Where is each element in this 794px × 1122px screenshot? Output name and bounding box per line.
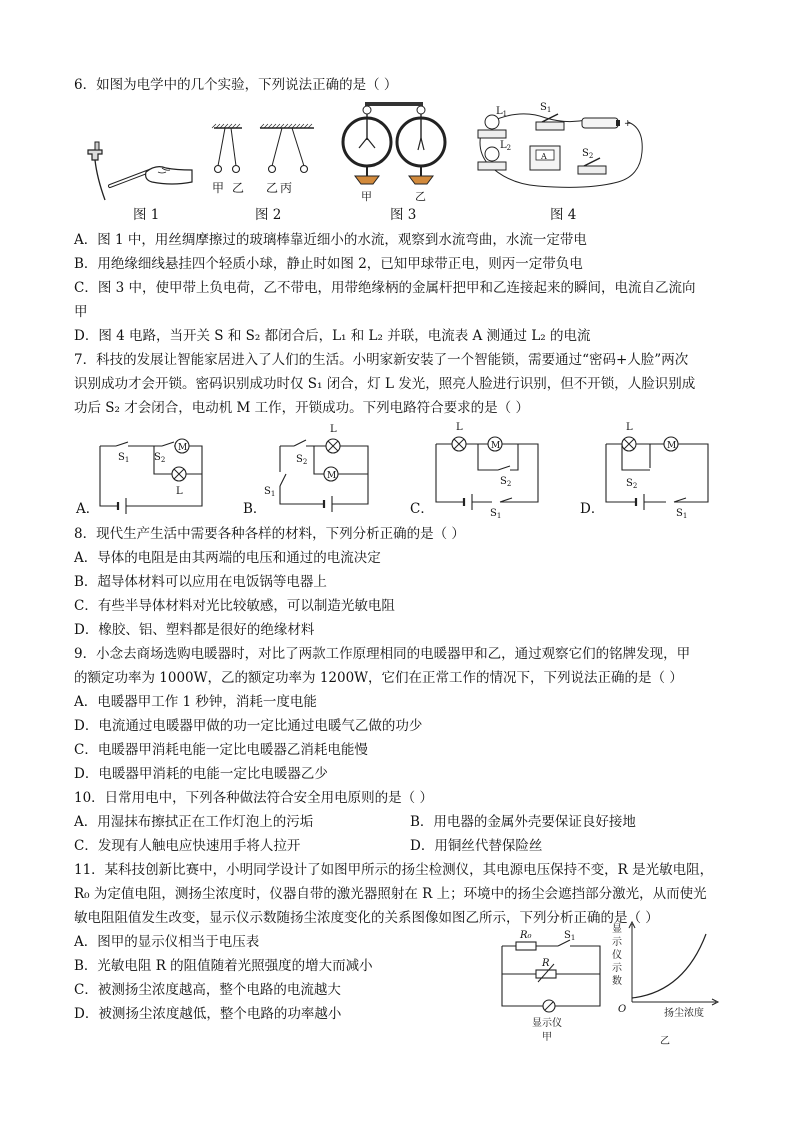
ball-label-yi: 乙 <box>232 181 245 195</box>
svg-text:数: 数 <box>612 976 622 987</box>
svg-text:S2: $S_2$ <box>154 452 166 464</box>
q7-circuit-a <box>92 432 212 518</box>
dust-curve <box>632 934 706 998</box>
q9-stem-2: 的额定功率为 1000W，乙的额定功率为 1200W，它们在正常工作的情况下，下列说法正确的是（ ） <box>74 670 683 686</box>
q9-stem-1: 9．小念去商场选购电暖器时，对比了两款工作原理相同的电暖器甲和乙，通过观察它们的铭牌发现，甲 <box>74 646 691 662</box>
svg-text:S1: $S_1$ <box>264 486 276 498</box>
electroscope-jia-label: 甲 <box>361 190 372 203</box>
q11-stem-2: R₀ 为定值电阻，测扬尘浓度时，仪器自带的激光器照射在 R 上；环境中的扬尘会遮挡部分激光，从而使光 <box>74 886 707 902</box>
q6-figure-1 <box>80 140 200 204</box>
q7-circuit-c <box>428 418 548 518</box>
q6-option-c: C．图 3 中，使甲带上负电荷，乙不带电，用带绝缘柄的金属杆把甲和乙连接起来的瞬间，电流自乙流向 <box>74 280 696 296</box>
q7-stem-2: 识别成功才会开锁。密码识别成功时仅 S₁ 闭合，灯 L 发光，照亮人脸进行识别，但不开锁，人脸识别成 <box>74 376 696 392</box>
q7-circuit-b <box>262 418 382 518</box>
x-axis-label: 扬尘浓度 <box>664 1008 704 1019</box>
q7-option-b-label[interactable]: B． <box>243 501 267 517</box>
svg-text:示: 示 <box>612 937 622 948</box>
q6-option-d: D．图 4 电路，当开关 S 和 S₂ 都闭合后，L₁ 和 L₂ 并联，电流表 A 测通过 L₂ 的电流 <box>74 328 591 344</box>
q8-option-a: A．导体的电阻是由其两端的电压和通过的电流决定 <box>74 550 381 566</box>
origin-label: O <box>618 1004 627 1015</box>
svg-text:L: L <box>176 486 183 497</box>
svg-text:M: M <box>667 441 677 451</box>
svg-text:L: L <box>330 424 337 435</box>
ball-label-yi-2: 乙 <box>266 181 279 195</box>
svg-text:L: L <box>626 422 633 433</box>
q6-option-c-cont: 甲 <box>74 304 88 320</box>
svg-text:S1: $S_1$ <box>490 508 502 518</box>
r-label: R <box>542 958 550 969</box>
q8-option-d: D．橡胶、铝、塑料都是很好的绝缘材料 <box>74 622 315 638</box>
svg-text:显: 显 <box>612 924 622 935</box>
q10-option-c: C．发现有人触电应快速用手将人拉开 <box>74 838 301 854</box>
svg-text:M: M <box>491 441 501 451</box>
q6-stem: 6．如图为电学中的几个实验，下列说法正确的是（ ） <box>74 77 398 93</box>
q8-option-b: B．超导体材料可以应用在电饭锅等电器上 <box>74 574 327 590</box>
q11-stem-3: 敏电阻阻值发生改变，显示仪示数随扬尘浓度变化的关系图像如图乙所示，下列分析正确的是（ ） <box>74 910 659 926</box>
fig2-caption: 图 2 <box>255 207 282 223</box>
q7-stem-1: 7．科技的发展让智能家居进入了人们的生活。小明家新安装了一个智能锁，需要通过“密码+人脸”两次 <box>74 352 689 368</box>
svg-text:S1: $S_1$ <box>676 508 688 518</box>
fig4-s1-label: $S_1$ <box>540 102 552 114</box>
q10-option-a: A．用湿抹布擦拭正在工作灯泡上的污垢 <box>74 814 314 830</box>
svg-text:+: + <box>624 119 632 129</box>
fig-yi-caption: 乙 <box>660 1036 670 1047</box>
q11-figure-yi <box>604 920 724 1050</box>
q6-figure-3 <box>335 100 455 204</box>
fig4-ammeter-label: A <box>541 152 547 161</box>
q10-stem: 10．日常用电中，下列各种做法符合安全用电原则的是（ ） <box>74 790 433 806</box>
q7-stem-3: 功后 S₂ 才会闭合，电动机 M 工作，开锁成功。下列电路符合要求的是（ ） <box>74 400 529 416</box>
q6-option-a: A．图 1 中，用丝绸摩擦过的玻璃棒靠近细小的水流，观察到水流弯曲，水流一定带电 <box>74 232 587 248</box>
q9-option-a: A．电暖器甲工作 1 秒钟，消耗一度电能 <box>74 694 317 710</box>
q11-option-d: D．被测扬尘浓度越低，整个电路的功率越小 <box>74 1006 342 1022</box>
fig4-l1-label: $L_1$ <box>496 106 508 118</box>
fig4-s2-label: $S_2$ <box>582 148 594 160</box>
svg-text:M: M <box>327 471 337 481</box>
svg-text:示: 示 <box>612 963 622 974</box>
svg-text:仪: 仪 <box>612 950 622 961</box>
svg-text:L: L <box>456 422 463 433</box>
svg-text:S2: $S_2$ <box>626 478 638 490</box>
q9-option-d: D．电暖器甲消耗的电能一定比电暖器乙少 <box>74 766 328 782</box>
q11-stem-1: 11．某科技创新比赛中，小明同学设计了如图甲所示的扬尘检测仪，其电源电压保持不变，R 是光敏电阻， <box>74 862 714 878</box>
q6-figure-4 <box>470 100 648 192</box>
q7-option-d-label[interactable]: D． <box>580 501 605 517</box>
q9-option-b: D．电流通过电暖器甲做的功一定比通过电暖气乙做的功少 <box>74 718 423 734</box>
q7-option-c-label[interactable]: C． <box>410 501 434 517</box>
q11-option-c: C．被测扬尘浓度越高，整个电路的电流越大 <box>74 982 341 998</box>
ball-label-bing: 丙 <box>280 181 293 195</box>
svg-text:S2: $S_2$ <box>296 454 308 466</box>
fig4-caption: 图 4 <box>550 207 577 223</box>
fig4-l2-label: $L_2$ <box>500 140 512 152</box>
q10-option-d: D．用铜丝代替保险丝 <box>410 838 543 854</box>
electroscope-yi-label: 乙 <box>415 190 426 203</box>
fig3-caption: 图 3 <box>390 207 417 223</box>
q11-option-b: B．光敏电阻 R 的阻值随着光照强度的增大而减小 <box>74 958 373 974</box>
fig1-caption: 图 1 <box>133 207 160 223</box>
q8-stem: 8．现代生产生活中需要各种各样的材料，下列分析正确的是（ ） <box>74 526 465 542</box>
s-label: $S_1$ <box>564 930 576 942</box>
q8-option-c: C．有些半导体材料对光比较敏感，可以制造光敏电阻 <box>74 598 395 614</box>
meter-label: 显示仪 <box>532 1018 562 1029</box>
ball-label-jia: 甲 <box>212 181 225 195</box>
q6-option-b: B．用绝缘细线悬挂四个轻质小球，静止时如图 2，已知甲球带正电，则丙一定带负电 <box>74 256 583 272</box>
fig-jia-caption: 甲 <box>542 1032 552 1042</box>
svg-text:S1: $S_1$ <box>118 452 130 464</box>
q11-figure-jia <box>496 924 606 1042</box>
svg-text:S2: $S_2$ <box>500 476 512 488</box>
q7-option-a-label[interactable]: A． <box>76 501 100 517</box>
q7-circuit-d <box>598 418 718 518</box>
svg-text:M: M <box>178 443 188 453</box>
q10-option-b: B．用电器的金属外壳要保证良好接地 <box>410 814 636 830</box>
q11-option-a: A．图甲的显示仪相当于电压表 <box>74 934 260 950</box>
q9-option-c: C．电暖器甲消耗电能一定比电暖器乙消耗电能慢 <box>74 742 368 758</box>
r0-label: R₀ <box>520 930 532 941</box>
q6-figure-2 <box>210 122 320 202</box>
